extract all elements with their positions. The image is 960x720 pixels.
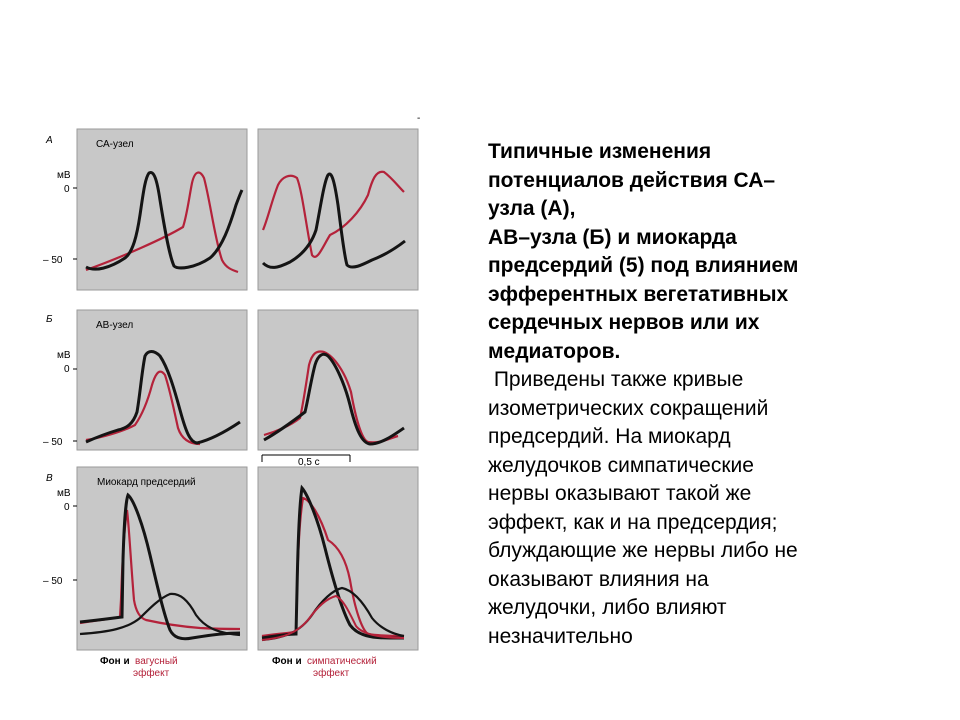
body-line: нервы оказывают такой же <box>488 482 752 505</box>
caption-right-red-1: симпатический <box>307 656 377 667</box>
title-line: сердечных нервов или их <box>488 311 760 334</box>
tick-zero-a: 0 <box>64 184 70 195</box>
caption-left-red-1: вагусный <box>135 656 178 667</box>
tick-minus50-a: – 50 <box>43 255 63 266</box>
tick-minus50-b: – 50 <box>43 437 63 448</box>
title-line: эфферентных вегетативных <box>488 282 789 306</box>
panel-v-right <box>258 467 418 650</box>
tick-zero-v: 0 <box>64 502 70 513</box>
y-unit-v: мВ <box>57 488 71 499</box>
row-letter-a: А <box>46 135 53 146</box>
title-line: медиаторов. <box>488 339 621 363</box>
body-line: незначительно <box>488 624 633 648</box>
corner-mark: - <box>417 113 421 124</box>
body-line: желудочки, либо влияют <box>488 596 727 619</box>
row-letter-b: Б <box>46 314 53 325</box>
body-line: желудочков симпатические <box>488 453 754 477</box>
row-letter-v: В <box>46 473 53 484</box>
caption-left-red-2: эффект <box>133 668 170 679</box>
body-line: эффект, как и на предсердия; <box>488 510 778 534</box>
scale-bar-label: 0,5 с <box>298 457 320 468</box>
body-line: Приведены также кривые <box>488 368 744 391</box>
title-line: АВ–узла (Б) и миокарда <box>488 225 737 249</box>
panel-title-sa-node: СА-узел <box>96 139 134 150</box>
description-text <box>488 138 858 651</box>
body-line: предсердий. На миокард <box>488 425 731 448</box>
title-line: узла (А), <box>488 197 576 220</box>
panel-b-left <box>77 310 247 450</box>
title-line: предсердий (5) под влиянием <box>488 254 799 277</box>
panel-title-atrial-myocardium: Миокард предсердий <box>97 477 196 488</box>
caption-right-red-2: эффект <box>313 668 350 679</box>
tick-zero-b: 0 <box>64 364 70 375</box>
body-line: блуждающие же нервы либо не <box>488 539 798 562</box>
title-line: потенциалов действия СА– <box>488 168 776 192</box>
caption-left-black: Фон и <box>100 656 130 667</box>
caption-right-black: Фон и <box>272 656 302 667</box>
y-unit-b: мВ <box>57 350 71 361</box>
body-line: оказывают влияния на <box>488 567 709 591</box>
panel-title-av-node: АВ-узел <box>96 320 134 331</box>
title-line: Типичные изменения <box>488 140 712 163</box>
tick-minus50-v: – 50 <box>43 576 63 587</box>
body-line: изометрических сокращений <box>488 396 769 420</box>
y-unit-a: мВ <box>57 170 71 181</box>
